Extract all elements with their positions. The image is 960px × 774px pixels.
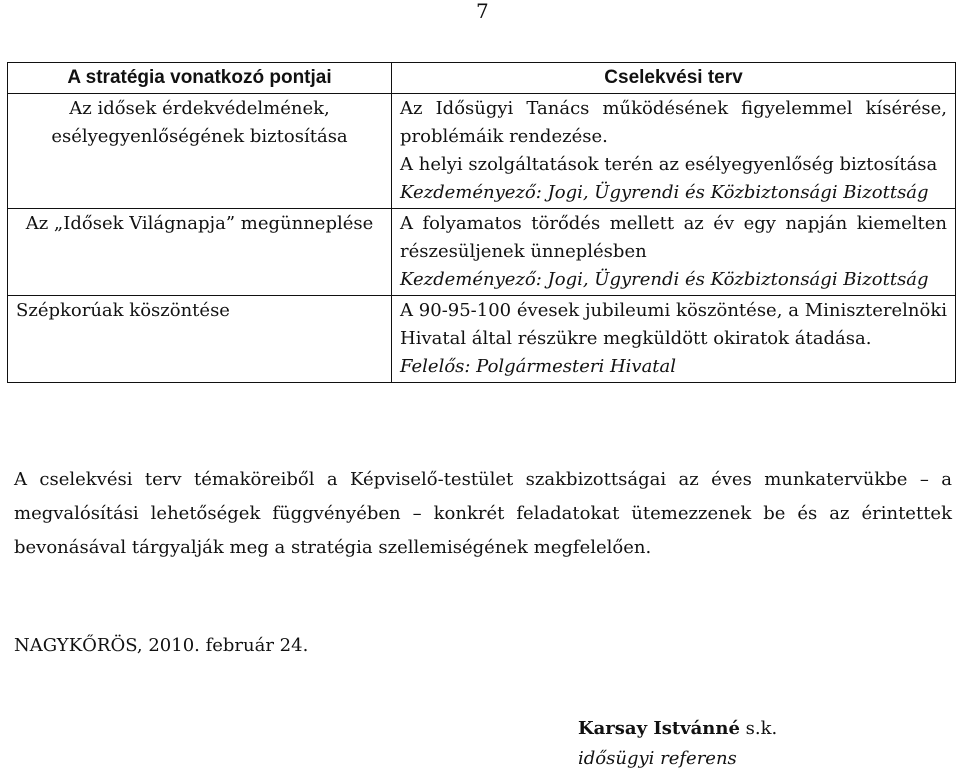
strategy-point-cell: Az „Idősek Világnapja” megünneplése [8,209,392,296]
closing-paragraph: A cselekvési terv témaköreiből a Képviselő-testület szakbizottságai az éves munkatervükbe – a megvalósítási lehetőségek függvényében – konkrét feladatokat ütemezzenek be és az érintettek bevonásával tárgyalják meg a stratégia szellemiségének megfelelően. [14,469,952,558]
signer-suffix: s.k. [739,718,778,739]
signer-name: Karsay Istvánné [578,718,740,739]
action-plan-cell [392,209,956,296]
strategy-point-cell: Az idősek érdekvédelmének, esélyegyenlőségének biztosítása [8,94,392,209]
initiator-text: Kezdeményező: Jogi, Ügyrendi és Közbiztonsági Bizottság [400,182,929,203]
action-plan-text: A helyi szolgáltatások terén az esélyegyenlőség biztosítása [400,154,938,175]
responsible-text: Felelős: Polgármesteri Hivatal [400,356,677,377]
initiator-text: Kezdeményező: Jogi, Ügyrendi és Közbiztonsági Bizottság [400,269,929,290]
action-plan-text: A folyamatos törődés mellett az év egy napján kiemelten részesüljenek ünneplésben [400,213,947,262]
column-header-strategy-points: A stratégia vonatkozó pontjai [8,63,392,94]
action-plan-cell [392,94,956,209]
column-header-action-plan: Cselekvési terv [392,63,956,94]
signer-role: idősügyi referens [578,748,737,769]
table-header-row [8,63,956,94]
page-number: 7 [476,0,489,23]
action-plan-text: A 90-95-100 évesek jubileumi köszöntése, a Miniszterelnöki Hivatal által részükre megküldött okiratok átadása. [400,300,947,349]
table-row [8,94,956,209]
strategy-action-plan-table [7,62,956,383]
table-row [8,209,956,296]
action-plan-text: Az Idősügyi Tanács működésének figyelemmel kísérése, problémáik rendezése. [400,98,947,147]
signature-block [578,714,777,774]
action-plan-cell [392,296,956,383]
table-row [8,296,956,383]
strategy-point-cell: Szépkorúak köszöntése [8,296,392,383]
place-and-date: NAGYKŐRÖS, 2010. február 24. [14,635,309,656]
